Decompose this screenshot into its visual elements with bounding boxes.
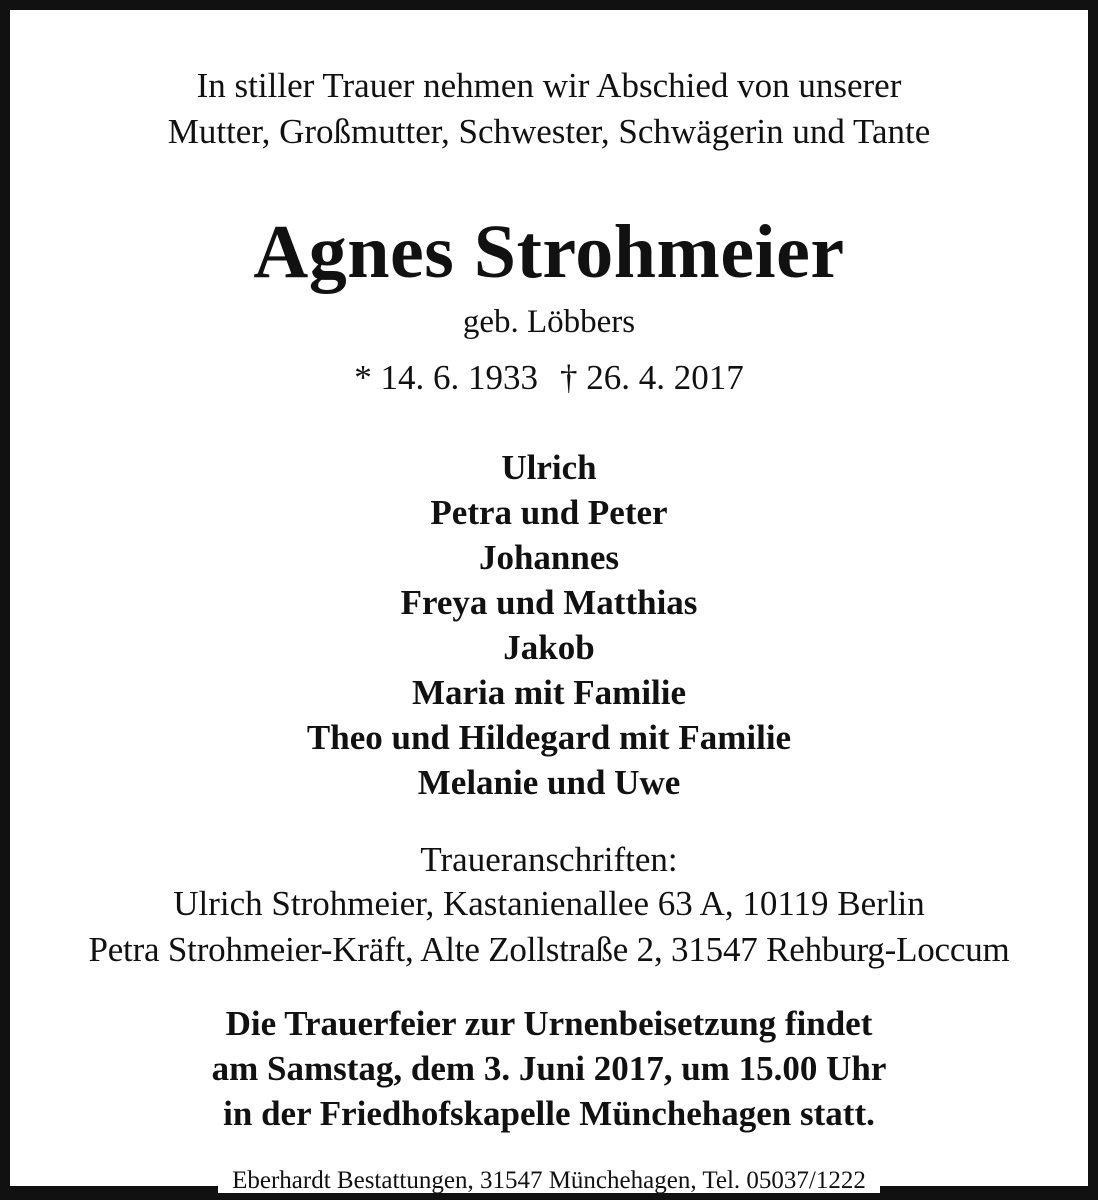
footer-text: Eberhardt Bestattungen, 31547 Münchehagen, Tel. 05037/1222 — [218, 1168, 880, 1193]
intro-line-1: In stiller Trauer nehmen wir Abschied von unserer — [196, 66, 902, 105]
address-line: Petra Strohmeier-Kräft, Alte Zollstraße 2, 31547 Rehburg-Loccum — [88, 930, 1010, 969]
death-date: † 26. 4. 2017 — [560, 358, 744, 397]
family-member: Freya und Matthias — [400, 583, 698, 622]
life-dates — [0, 360, 1098, 395]
family-member: Theo und Hildegard mit Familie — [306, 718, 792, 757]
family-member: Jakob — [503, 628, 595, 667]
birth-name: geb. Löbbers — [462, 304, 636, 340]
footer — [0, 1168, 1098, 1193]
ceremony-line: in der Friedhofskapelle Münchehagen statt. — [223, 1094, 875, 1133]
family-member: Maria mit Familie — [411, 673, 687, 712]
ceremony-line: Die Trauerfeier zur Urnenbeisetzung findet — [225, 1004, 873, 1043]
family-member: Johannes — [478, 538, 620, 577]
birth-date: * 14. 6. 1933 — [354, 358, 538, 397]
deceased-name: Agnes Strohmeier — [253, 210, 845, 294]
family-member: Petra und Peter — [430, 493, 668, 532]
address-heading: Traueranschriften: — [420, 840, 678, 879]
family-member: Melanie und Uwe — [417, 763, 681, 802]
intro-line-2: Mutter, Großmutter, Schwester, Schwägerin und Tante — [167, 112, 931, 151]
ceremony-line: am Samstag, dem 3. Juni 2017, um 15.00 Uhr — [211, 1049, 887, 1088]
family-member: Ulrich — [501, 448, 597, 487]
address-line: Ulrich Strohmeier, Kastanienallee 63 A, 10119 Berlin — [173, 884, 925, 923]
